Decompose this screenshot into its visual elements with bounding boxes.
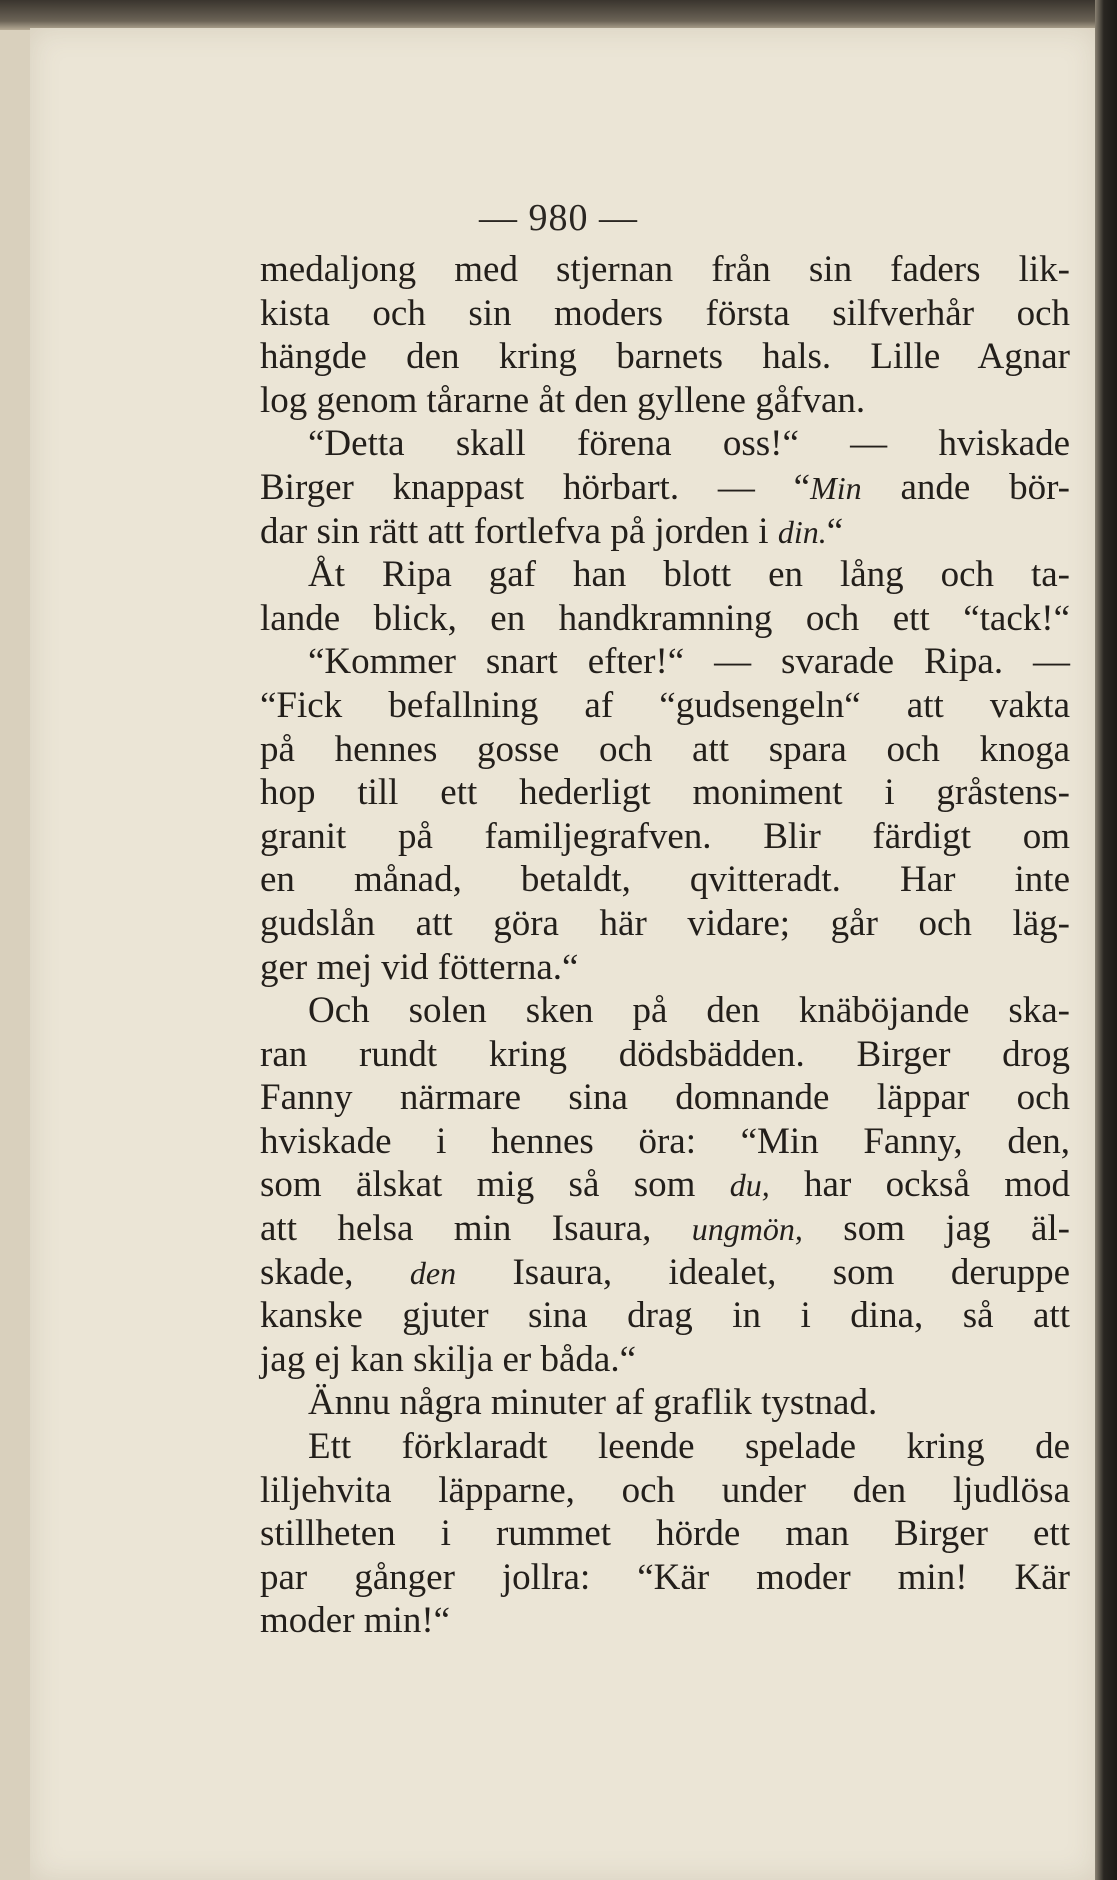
text-segment: log genom tårarne åt den gyllene gåfvan. bbox=[260, 379, 866, 421]
scan-top-edge bbox=[0, 0, 1117, 30]
text-line bbox=[260, 771, 1070, 815]
text-line bbox=[260, 335, 1070, 379]
text-line bbox=[260, 1469, 1070, 1513]
italic-text-segment: ungmön, bbox=[691, 1211, 803, 1248]
text-segment: Ett förklaradt leende spelade kring de bbox=[308, 1426, 1070, 1468]
text-segment: Åt Ripa gaf han blott en lång och ta- bbox=[308, 554, 1070, 596]
text-segment: ran rundt kring dödsbädden. Birger drog bbox=[260, 1033, 1070, 1075]
text-segment: lande blick, en handkramning och ett “tack!“ bbox=[260, 597, 1070, 639]
text-line bbox=[260, 1381, 1070, 1425]
text-segment: “ bbox=[826, 510, 844, 552]
text-segment: Birger knappast hörbart. — “ bbox=[260, 466, 811, 508]
text-line bbox=[260, 946, 1070, 990]
text-line bbox=[260, 553, 1070, 597]
text-segment: Och solen sken på den knäböjande ska- bbox=[308, 990, 1070, 1032]
text-line bbox=[260, 858, 1070, 902]
text-segment: dar sin rätt att fortlefva på jorden i bbox=[260, 510, 778, 552]
text-segment: på hennes gosse och att spara och knoga bbox=[260, 728, 1070, 770]
text-line bbox=[260, 379, 1070, 423]
italic-text-segment: Min bbox=[810, 469, 862, 506]
text-segment: hviskade i hennes öra: “Min Fanny, den, bbox=[260, 1120, 1070, 1162]
text-segment: kanske gjuter sina drag in i dina, så att bbox=[260, 1295, 1070, 1337]
text-line bbox=[260, 1076, 1070, 1120]
text-line bbox=[260, 1033, 1070, 1077]
text-segment: gudslån att göra här vidare; går och läg- bbox=[260, 902, 1070, 944]
italic-text-segment: din. bbox=[777, 513, 827, 550]
text-line bbox=[260, 1163, 1070, 1207]
text-segment: som jag äl- bbox=[802, 1208, 1071, 1250]
page-body-text bbox=[260, 248, 1070, 1643]
text-line bbox=[260, 1294, 1070, 1338]
text-line bbox=[260, 640, 1070, 684]
text-line bbox=[260, 422, 1070, 466]
text-line bbox=[260, 1425, 1070, 1469]
text-segment: att helsa min Isaura, bbox=[260, 1208, 692, 1250]
italic-text-segment: du, bbox=[729, 1167, 770, 1204]
text-line bbox=[260, 510, 1070, 554]
text-line bbox=[260, 1120, 1070, 1164]
text-segment: hop till ett hederligt moniment i gråstens- bbox=[260, 772, 1070, 814]
text-line bbox=[260, 902, 1070, 946]
text-segment: granit på familjegrafven. Blir färdigt om bbox=[260, 815, 1070, 857]
text-segment: medaljong med stjernan från sin faders lik- bbox=[260, 249, 1070, 290]
text-segment: stillheten i rummet hörde man Birger ett bbox=[260, 1513, 1070, 1555]
text-line bbox=[260, 684, 1070, 728]
text-segment: moder min!“ bbox=[260, 1600, 451, 1642]
text-segment: liljehvita läpparne, och under den ljudlösa bbox=[260, 1469, 1070, 1511]
text-line bbox=[260, 1599, 1070, 1643]
text-line bbox=[260, 815, 1070, 859]
text-line bbox=[260, 1207, 1070, 1251]
text-line bbox=[260, 292, 1070, 336]
text-line bbox=[260, 728, 1070, 772]
text-segment: skade, bbox=[260, 1251, 410, 1293]
text-segment: ger mej vid fötterna.“ bbox=[260, 946, 579, 988]
text-line bbox=[260, 1338, 1070, 1382]
text-segment: hängde den kring barnets hals. Lille Agnar bbox=[260, 336, 1070, 378]
text-line bbox=[260, 466, 1070, 510]
text-segment: par gånger jollra: “Kär moder min! Kär bbox=[260, 1556, 1070, 1598]
text-segment: kista och sin moders första silfverhår och bbox=[260, 292, 1070, 334]
text-line bbox=[260, 248, 1070, 292]
italic-text-segment: den bbox=[409, 1254, 457, 1291]
text-segment: “Detta skall förena oss!“ — hviskade bbox=[308, 423, 1070, 465]
text-segment: Ännu några minuter af graflik tystnad. bbox=[308, 1382, 878, 1424]
text-line bbox=[260, 1556, 1070, 1600]
text-segment: en månad, betaldt, qvitteradt. Har inte bbox=[260, 859, 1070, 901]
text-segment: har också mod bbox=[769, 1164, 1070, 1206]
text-line bbox=[260, 989, 1070, 1033]
text-line bbox=[260, 1251, 1070, 1295]
text-segment: jag ej kan skilja er båda.“ bbox=[260, 1338, 636, 1380]
text-segment: som älskat mig så som bbox=[260, 1164, 730, 1206]
text-line bbox=[260, 597, 1070, 641]
text-segment: Isaura, idealet, som deruppe bbox=[456, 1251, 1070, 1293]
text-segment: ande bör- bbox=[861, 466, 1070, 508]
text-segment: Fanny närmare sina domnande läppar och bbox=[260, 1077, 1070, 1119]
text-segment: “Fick befallning af “gudsengeln“ att vakta bbox=[260, 684, 1070, 726]
book-spine-edge bbox=[1095, 0, 1117, 1880]
text-segment: “Kommer snart efter!“ — svarade Ripa. — bbox=[308, 641, 1070, 683]
page-number: — 980 — bbox=[479, 197, 638, 239]
text-line bbox=[260, 1512, 1070, 1556]
